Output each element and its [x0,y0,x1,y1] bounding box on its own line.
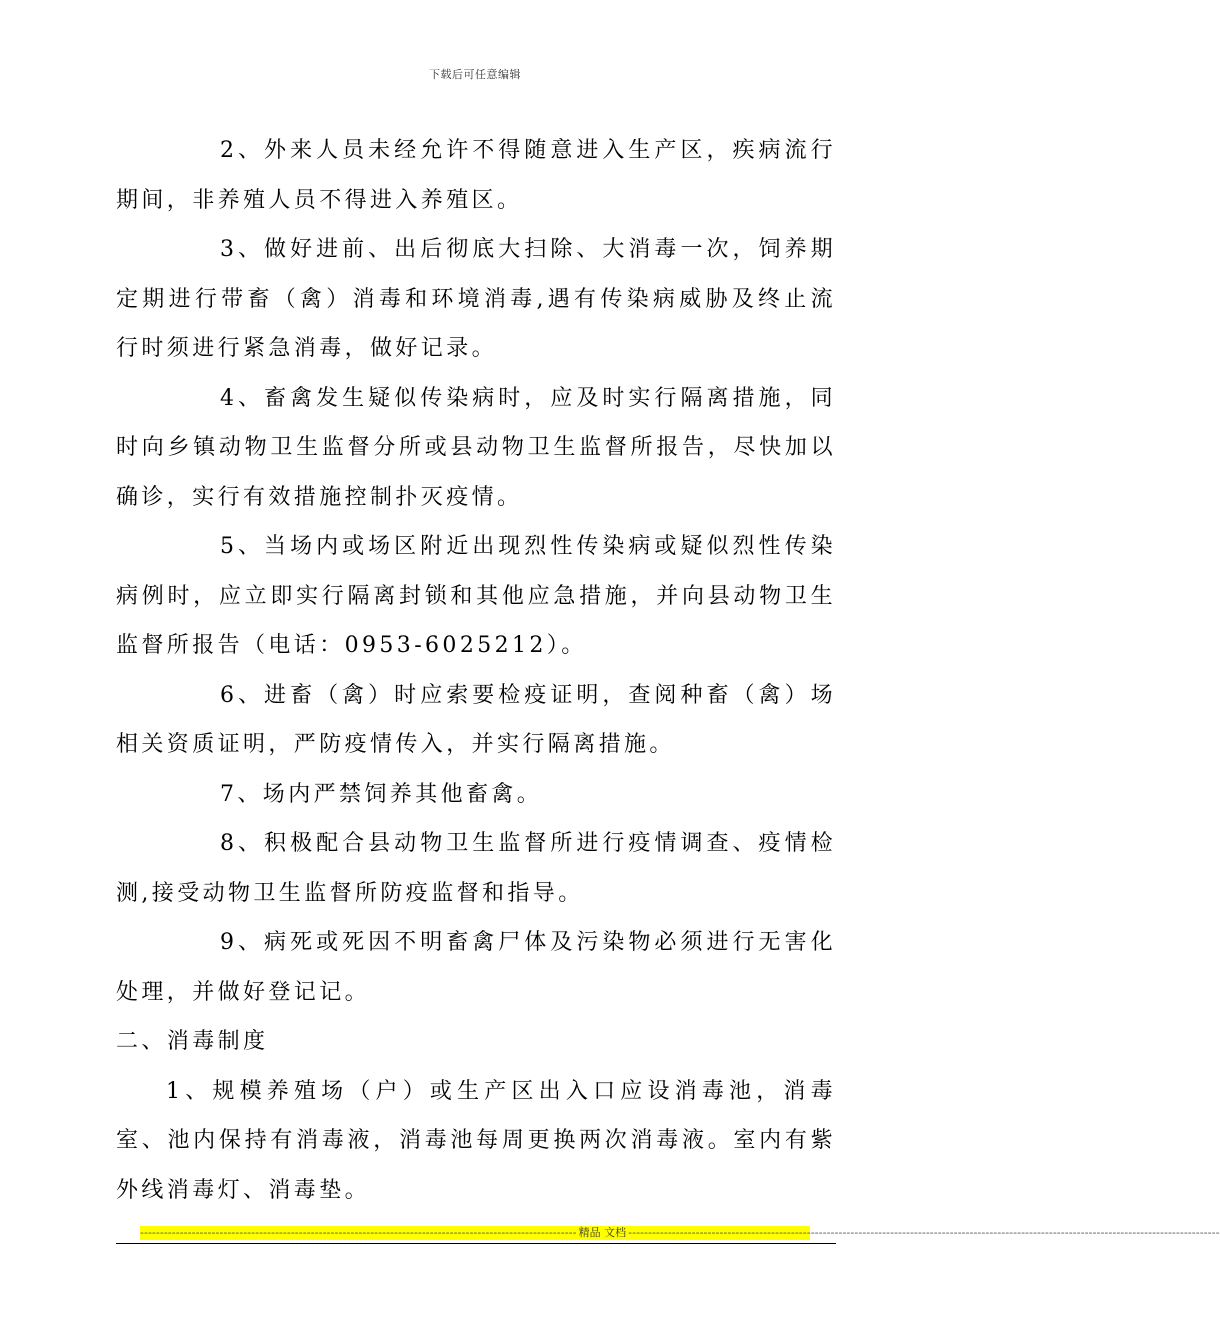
header-note: 下载后可任意编辑 [429,68,521,81]
document-body [116,126,836,1215]
paragraph-item-9: 9、病死或死因不明畜禽尸体及污染物必须进行无害化处理，并做好登记记。 [116,930,836,1005]
paragraph-item-3: 3、做好进前、出后彻底大扫除、大消毒一次，饲养期定期进行带畜（禽）消毒和环境消毒,遇有传染病威胁及终止流行时须进行紧急消毒，做好记录。 [116,237,836,361]
paragraph-item-5: 5、当场内或场区附近出现烈性传染病或疑似烈性传染病例时，应立即实行隔离封锁和其他应急措施，并向县动物卫生监督所报告（电话：0953-6025212）。 [116,534,836,658]
footer-dashes-right: ----------------------------------------------------------------------------------------------------------------------------------------------------- [628,1226,1220,1239]
paragraph-item-7: 7、场内严禁饲养其他畜禽。 [220,781,543,807]
paragraph-item-8: 8、积极配合县动物卫生监督所进行疫情调查、疫情检测,接受动物卫生监督所防疫监督和指导。 [116,831,836,906]
footer-highlight-bar [140,1226,1220,1240]
footer-label: 精品 文档 [578,1226,627,1239]
footer-rule [116,1243,836,1244]
section-heading: 二、消毒制度 [116,1029,269,1054]
section-paragraph-1: 1、规模养殖场（户）或生产区出入口应设消毒池，消毒室、池内保持有消毒液，消毒池每周更换两次消毒液。室内有紫外线消毒灯、消毒垫。 [116,1078,836,1203]
paragraph-item-4: 4、畜禽发生疑似传染病时，应及时实行隔离措施，同时向乡镇动物卫生监督分所或县动物卫生监督所报告，尽快加以确诊，实行有效措施控制扑灭疫情。 [116,385,836,510]
footer-dashes-left: -------------------------------------------------------------------------------------------------------------- [140,1226,577,1239]
paragraph-item-6: 6、进畜（禽）时应索要检疫证明，查阅种畜（禽）场相关资质证明，严防疫情传入，并实行隔离措施。 [116,682,836,757]
paragraph-item-2: 2、外来人员未经允许不得随意进入生产区，疾病流行期间，非养殖人员不得进入养殖区。 [116,138,836,213]
